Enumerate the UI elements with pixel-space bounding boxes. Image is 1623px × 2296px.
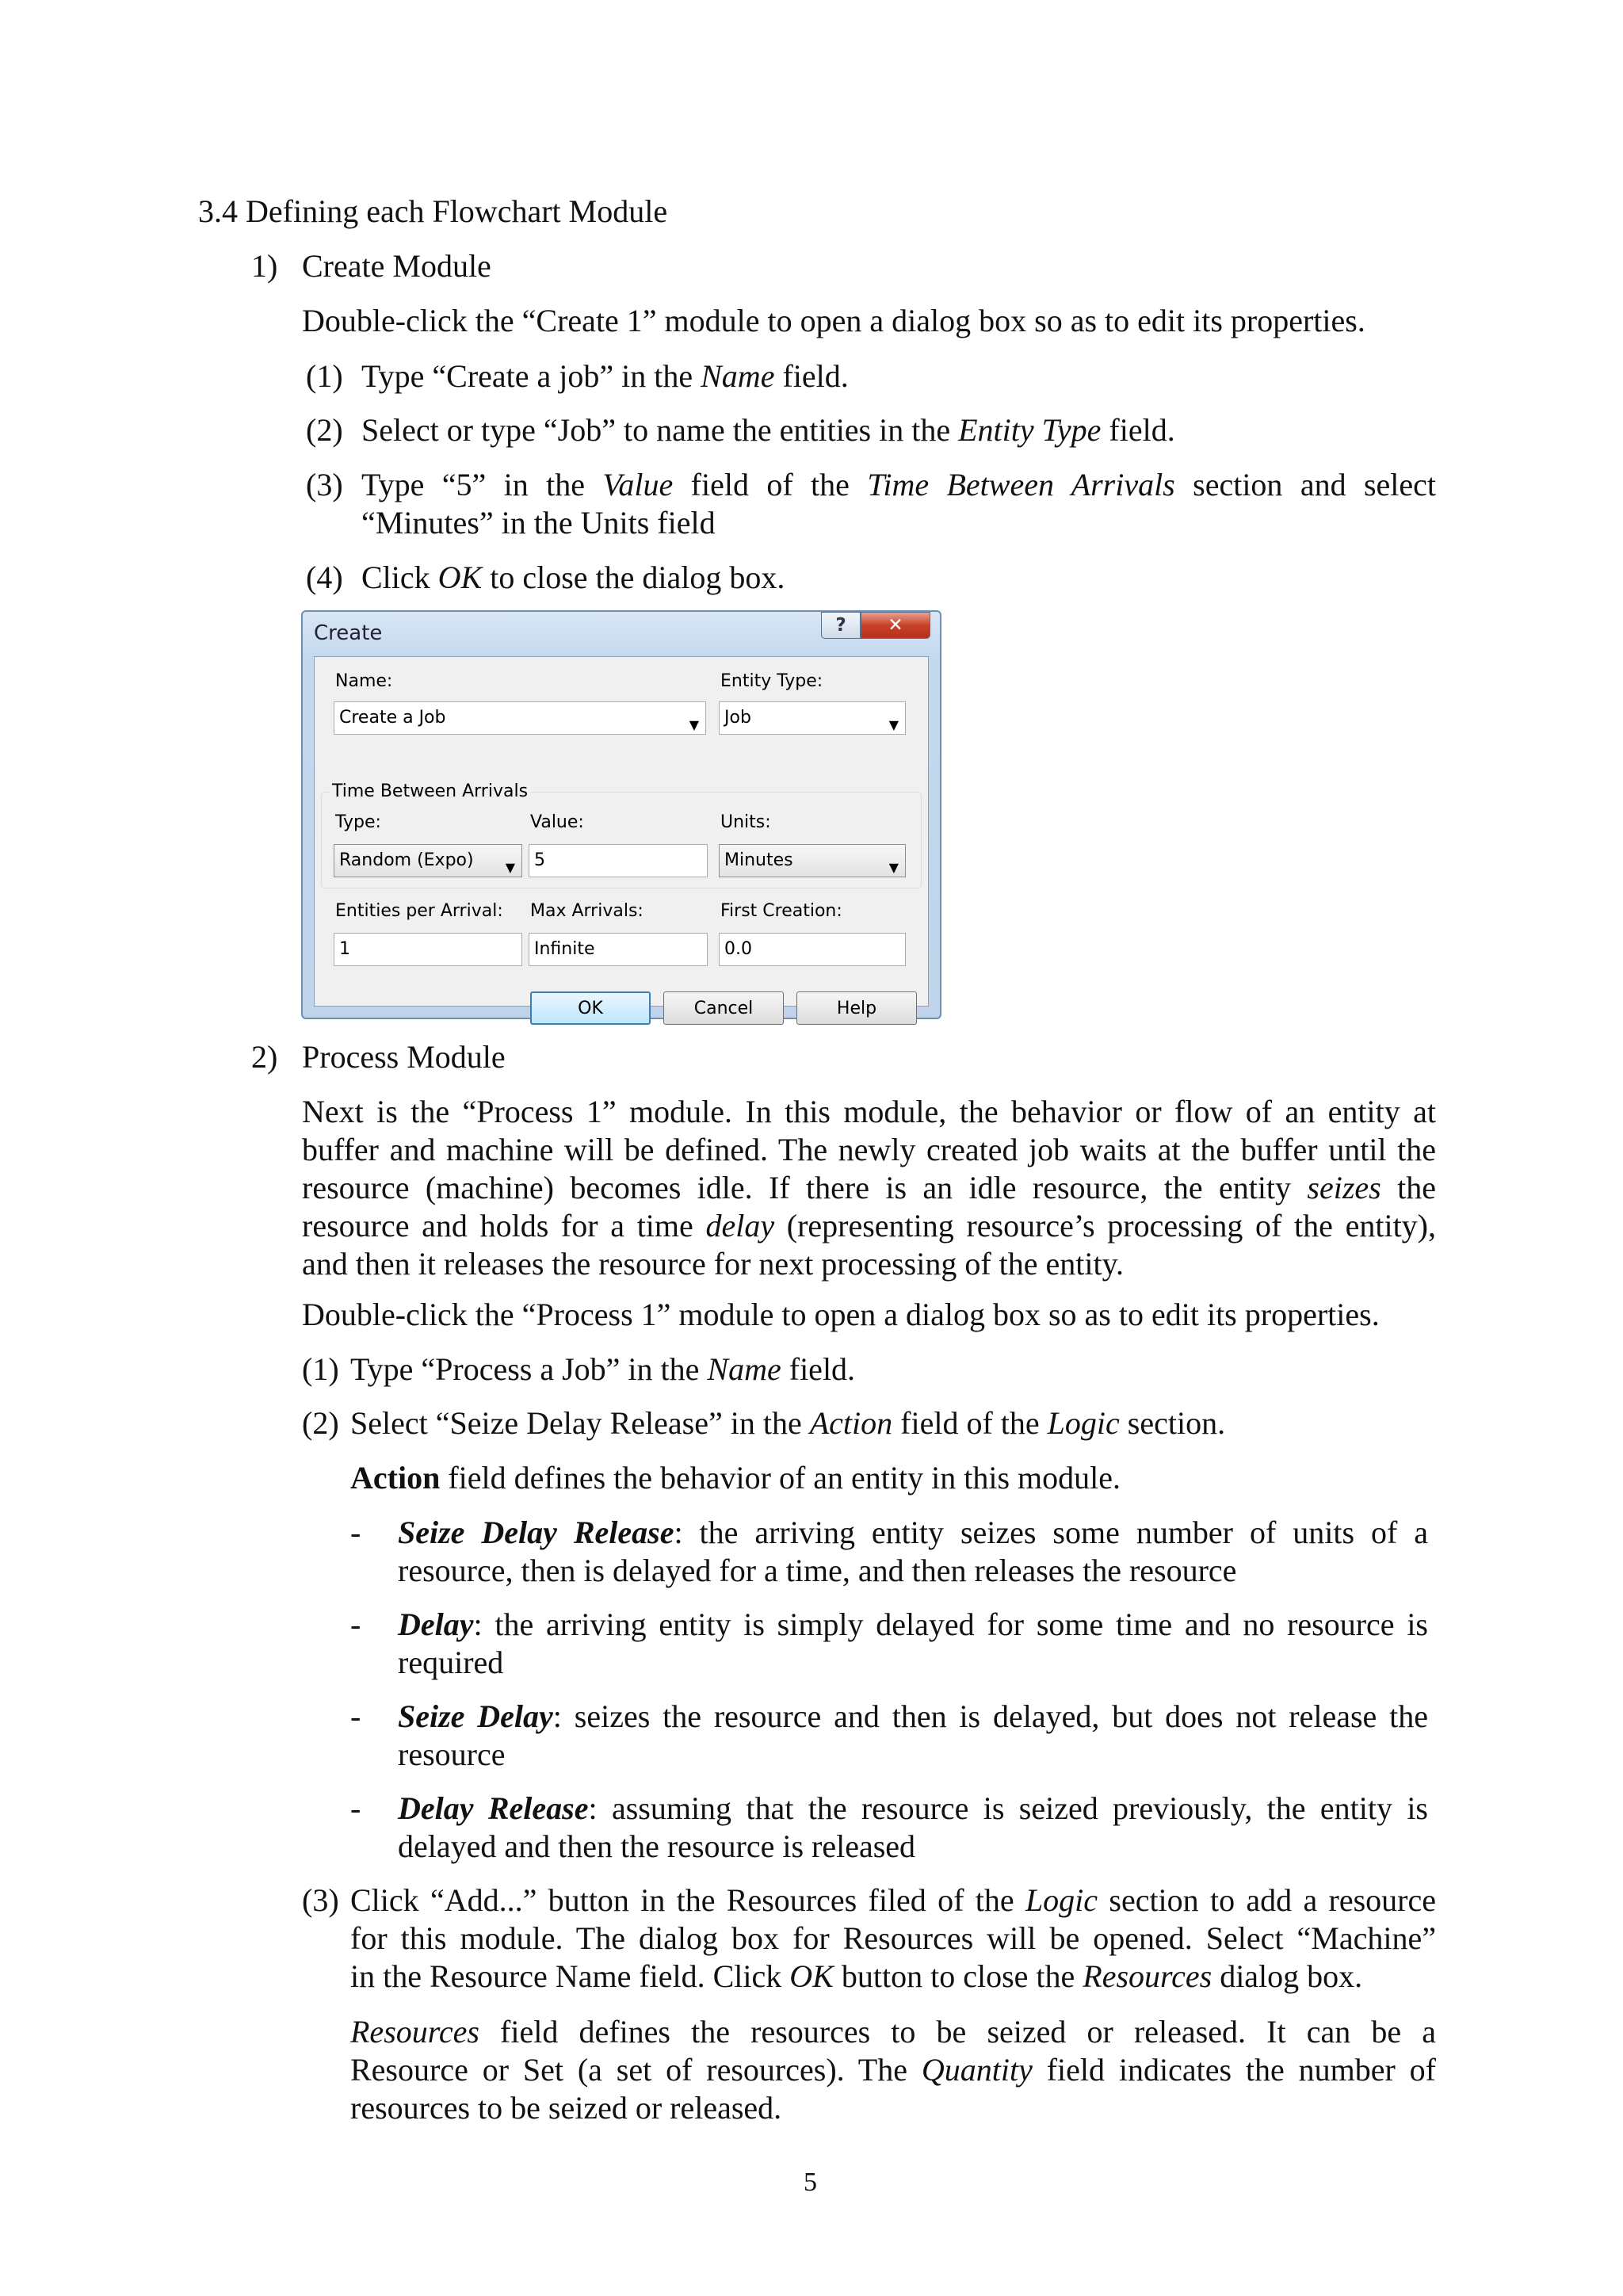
create-step4-number: (4) [306, 560, 343, 595]
dialog-title: Create [314, 621, 383, 645]
create-step2: Select or type “Job” to name the entities in the Entity Type field. [361, 412, 1175, 448]
value-input[interactable]: 5 [529, 844, 708, 877]
process-step1-number: (1) [302, 1351, 339, 1387]
create-step4: Click OK to close the dialog box. [361, 560, 785, 595]
option-delay: Delay: the arriving entity is simply delayed for some time and no resource is required [398, 1606, 1428, 1680]
cancel-button[interactable]: Cancel [663, 991, 784, 1025]
bullet-dash: - [350, 1790, 361, 1826]
bullet-dash: - [350, 1515, 361, 1550]
option-seize-delay-release: Seize Delay Release: the arriving entity seizes some number of units of a resource, then is delayed for a time, and then releases the resource [398, 1515, 1428, 1588]
option-seize-delay: Seize Delay: seizes the resource and then is delayed, but does not release the resource [398, 1698, 1428, 1772]
window-buttons [821, 612, 930, 639]
entities-per-arrival-label: Entities per Arrival: [335, 901, 503, 921]
type-combo[interactable]: Random (Expo) ▼ [334, 844, 522, 877]
entities-per-arrival-input[interactable]: 1 [334, 933, 522, 966]
action-definition: Action field defines the behavior of an entity in this module. [350, 1460, 1121, 1496]
page-number: 5 [804, 2168, 817, 2197]
process-number: 2) [251, 1039, 278, 1075]
bullet-dash: - [350, 1698, 361, 1734]
chevron-down-icon: ▼ [689, 717, 699, 732]
max-arrivals-label: Max Arrivals: [530, 901, 643, 921]
bullet-dash: - [350, 1606, 361, 1642]
create-step3: Type “5” in the Value field of the Time Between Arrivals section and select “Minutes” in the Units field [361, 467, 1437, 541]
first-creation-label: First Creation: [720, 901, 842, 921]
group-label: Time Between Arrivals [330, 781, 530, 801]
resources-definition: Resources field defines the resources to be seized or released. It can be a Resource or Set (a set of resources). The Quantity field indicates the number of resources to be seized or released. [350, 2014, 1436, 2126]
create-step3-number: (3) [306, 467, 343, 502]
max-arrivals-input[interactable]: Infinite [529, 933, 708, 966]
chevron-down-icon: ▼ [888, 717, 899, 732]
value-label: Value: [530, 812, 584, 832]
create-step2-number: (2) [306, 412, 343, 448]
entity-type-combo[interactable]: Job ▼ [719, 701, 906, 735]
process-heading: Process Module [302, 1039, 506, 1075]
process-step2: Select “Seize Delay Release” in the Action field of the Logic section. [350, 1405, 1226, 1441]
ok-button[interactable]: OK [530, 991, 651, 1025]
name-label: Name: [335, 671, 393, 691]
help-button[interactable]: Help [796, 991, 917, 1025]
process-step3: Click “Add...” button in the Resources filed of the Logic section to add a resource for this module. The dialog box for Resources will be opened. Select “Machine” in the Resource Name field. Click OK button to close the Resources dialog box. [350, 1882, 1436, 1994]
name-combo[interactable]: Create a Job ▼ [334, 701, 706, 735]
section-title: 3.4 Defining each Flowchart Module [198, 193, 668, 229]
chevron-down-icon: ▼ [888, 860, 899, 875]
process-description: Next is the “Process 1” module. In this module, the behavior or flow of an entity at buffer and machine will be defined. The newly created job waits at the buffer until the resource (machine) becomes idle. If there is an idle resource, the entity seizes the resource and holds for a time delay (representing resource’s processing of the entity), and then it releases the resource for next processing of the entity. [302, 1094, 1437, 1282]
create-step1-number: (1) [306, 358, 343, 394]
create-step1: Type “Create a job” in the Name field. [361, 358, 849, 394]
units-label: Units: [720, 812, 771, 832]
create-intro: Double-click the “Create 1” module to open a dialog box so as to edit its properties. [302, 303, 1365, 338]
process-step1: Type “Process a Job” in the Name field. [350, 1351, 856, 1387]
first-creation-input[interactable]: 0.0 [719, 933, 906, 966]
process-intro: Double-click the “Process 1” module to open a dialog box so as to edit its properties. [302, 1297, 1380, 1332]
create-number: 1) [251, 248, 278, 284]
chevron-down-icon: ▼ [505, 860, 515, 875]
process-step2-number: (2) [302, 1405, 339, 1441]
units-combo[interactable]: Minutes ▼ [719, 844, 906, 877]
option-delay-release: Delay Release: assuming that the resource is seized previously, the entity is delayed and then the resource is released [398, 1790, 1428, 1864]
close-icon[interactable]: ✕ [861, 612, 930, 639]
type-label: Type: [335, 812, 381, 832]
create-heading: Create Module [302, 248, 491, 284]
dialog-body [314, 656, 929, 1018]
entity-type-label: Entity Type: [720, 671, 823, 691]
process-step3-number: (3) [302, 1882, 339, 1918]
help-icon[interactable]: ? [821, 612, 861, 639]
create-dialog [301, 610, 941, 1019]
